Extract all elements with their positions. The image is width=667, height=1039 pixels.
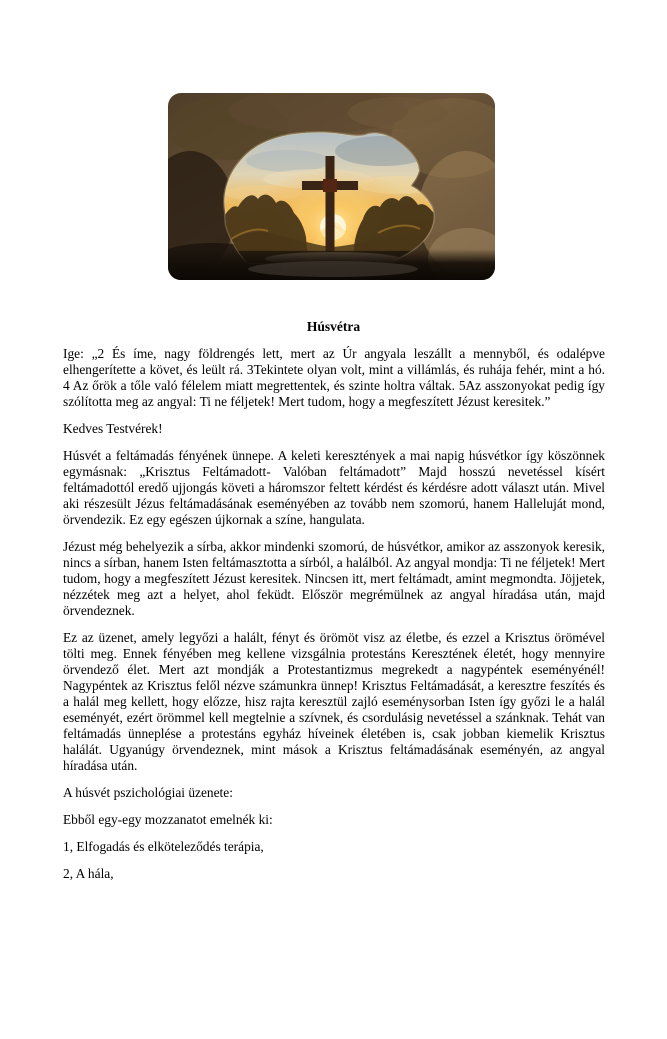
paragraph-highlights-intro: Ebből egy-egy mozzanatot emelnék ki: bbox=[63, 812, 273, 827]
paragraph-tomb-story: Jézust még behelyezik a sírba, akkor mindenki szomorú, de húsvétkor, amikor az asszonyok keresik, nincs a sírban, hanem Isten feltámasztotta a sírból, a halálból. Az angyal mondja: Ti ne féljetek! Mert tudom, hogy a megfeszített Jézust keresitek. Nincsen itt, mert feltámadt, amint megmondta. Jöjjetek, nézzétek meg azt a helyet, ahol feküdt. Először megrémülnek az angyal híradása után, majd örvendeznek. bbox=[63, 539, 605, 618]
document-title: Húsvétra bbox=[306, 319, 361, 334]
list-item-2-gratitude: 2, A hála, bbox=[63, 866, 114, 881]
document-page bbox=[0, 93, 667, 1039]
empty-tomb-illustration bbox=[168, 93, 495, 280]
document-body bbox=[0, 346, 667, 882]
list-item-1-acceptance-commitment-therapy: 1, Elfogadás és elköteleződés terápia, bbox=[63, 839, 264, 854]
paragraph-easter-message: Ez az üzenet, amely legyőzi a halált, fényt és örömöt visz az életbe, és ezzel a Krisztus örömével tölti meg. Ennek fényében meg kellene vizsgálnia protestáns Keresztének életét, hogy mennyire örvendező élet. Mert azt mondják a Protestantizmus megrekedt a nagypéntek eseményénél! Nagypéntek az Krisztus felől nézve számunkra ünnep! Krisztus Feltámadását, a keresztre feszítés és a halál meg kellett, hogy előzze, hisz rajta keresztül zajló eseménysorban Isten így győzi le a halál eseményét, ezért örömmel kell megtelnie a szívnek, és csordulásig nevetéssel a szánknak. Tehát van feltámadás ünneplése a protestáns egyház híveinek életében is, csak jobban kiemelik Krisztus halálát. Ugyanúgy örvendeznek, mint mások a Krisztus feltámadásának eseményén, az angyal híradása után. bbox=[63, 630, 605, 773]
cave-floor bbox=[168, 249, 495, 280]
paragraph-psychological-message-heading: A húsvét pszichológiai üzenete: bbox=[63, 785, 233, 800]
paragraph-easter-greeting-tradition: Húsvét a feltámadás fényének ünnepe. A keleti keresztények a mai napig húsvétkor így köszönnek egymásnak: „Krisztus Feltámadott- Valóban feltámadott” Majd hosszú nevetéssel kísért feltámadottól eredő ujjongás követi a háromszor feltett kérdést és kérdésre adott választ után. Mivel aki részesült Jézus feltámadásának eseményében az tovább nem szomorú, hanem Halleluját mond, örvendezik. Ez egy egészen újkornak a színe, hangulata. bbox=[63, 448, 605, 527]
paragraph-scripture-quote: Ige: „2 És íme, nagy földrengés lett, mert az Úr angyala leszállt a mennyből, és odalépve elhengerítette a követ, és leült rá. 3Tekintete olyan volt, mint a villámlás, és ruhája fehér, mint a hó. 4 Az őrök a tőle való félelem miatt megrettentek, és szinte holtra váltak. 5Az asszonyokat pedig így szólította meg az angyal: Ti ne féljetek! Mert tudom, hogy a megfeszített Jézust keresitek.” bbox=[63, 346, 605, 409]
paragraph-greeting: Kedves Testvérek! bbox=[63, 421, 163, 436]
empty-tomb-cross-sunrise-photo bbox=[168, 93, 495, 280]
